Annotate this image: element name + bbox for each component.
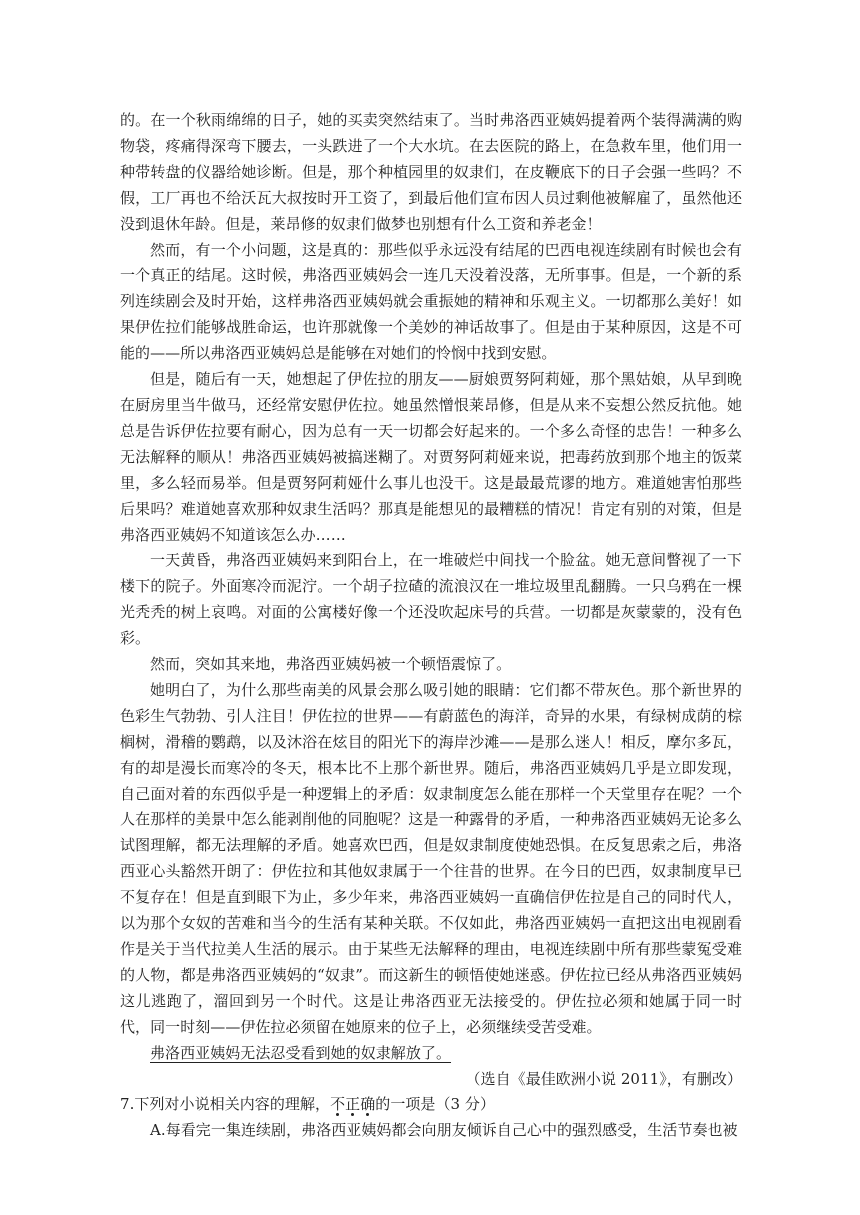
paragraph: 的。在一个秋雨绵绵的日子，她的买卖突然结束了。当时弗洛西亚姨妈提着两个装得满满的购物袋，疼痛得深弯下腰去，一头跌进了一个大水坑。在去医院的路上，在急救车里，他们用一种带转盘的仪器给她诊断。但是，那个种植园里的奴隶们，在皮鞭底下的日子会强一些吗？不假，工厂再也不给沃瓦大叔按时开工资了，到最后他们宣布因人员过剩他被解雇了，虽然他还没到退休年龄。但是，莱昂修的奴隶们做梦也别想有什么工资和养老金！ bbox=[120, 111, 742, 233]
emphasis-char: 确 bbox=[360, 1095, 376, 1114]
source-citation: （选自《最佳欧洲小说 2011》，有删改） bbox=[465, 1069, 742, 1088]
paragraph: 一天黄昏，弗洛西亚姨妈来到阳台上，在一堆破烂中间找一个脸盆。她无意间瞥视了一下楼下的院子。外面寒冷而泥泞。一个胡子拉碴的流浪汉在一堆垃圾里乱翻腾。一只乌鸦在一棵光秃秃的树上哀鸣。对面的公寓楼好像一个还没吹起床号的兵营。一切都是灰蒙蒙的，没有色彩。 bbox=[120, 551, 742, 648]
paragraph: 然而，有一个小问题，这是真的：那些似乎永远没有结尾的巴西电视连续剧有时候也会有一个真正的结尾。这时候，弗洛西亚姨妈会一连几天没着没落，无所事事。但是，一个新的系列连续剧会及时开始，这样弗洛西亚姨妈就会重振她的精神和乐观主义。一切都那么美好！如果伊佐拉们能够战胜命运，也许那就像一个美妙的神话故事了。但是由于某种原因，这是不可能的——所以弗洛西亚姨妈总是能够在对她们的怜悯中找到安慰。 bbox=[120, 240, 742, 363]
underlined-sentence-paragraph bbox=[120, 1041, 742, 1067]
document-page bbox=[120, 108, 742, 1144]
emphasis-char: 正 bbox=[345, 1095, 361, 1114]
question-7 bbox=[120, 1092, 742, 1118]
paragraph: 然而，突如其来地，弗洛西亚姨妈被一个顿悟震惊了。 bbox=[150, 655, 512, 674]
paragraph: 但是，随后有一天，她想起了伊佐拉的朋友——厨娘贾努阿莉娅，那个黑姑娘，从早到晚在厨房里当牛做马，还经常安慰伊佐拉。她虽然憎恨莱昂修，但是从来不妄想公然反抗他。她总是告诉伊佐拉要有耐心，因为总有一天一切都会好起来的。一个多么奇怪的忠告！一种多么无法解释的顺从！弗洛西亚姨妈被搞迷糊了。对贾努阿莉娅来说，把毒药放到那个地主的饭菜里，多么轻而易举。但是贾努阿莉娅什么事儿也没干。这是最最荒谬的地方。难道她害怕那些后果吗？难道她喜欢那种奴隶生活吗？那真是能想见的最糟糕的情况！肯定有别的对策，但是弗洛西亚姨妈不知道该怎么办…… bbox=[120, 370, 742, 544]
emphasis-char: 不 bbox=[330, 1095, 346, 1114]
option-a: A.每看完一集连续剧，弗洛西亚姨妈都会向朋友倾诉自己心中的强烈感受，生活节奏也被 bbox=[150, 1121, 738, 1140]
paragraph: 她明白了，为什么那些南美的风景会那么吸引她的眼睛：它们都不带灰色。那个新世界的色彩生气勃勃、引人注目！伊佐拉的世界——有蔚蓝色的海洋，奇异的水果，有绿树成荫的棕榈树，滑稽的鹦鹉，以及沐浴在炫目的阳光下的海岸沙滩——是那么迷人！相反，摩尔多瓦，有的却是漫长而寒冷的冬天，根本比不上那个新世界。随后，弗洛西亚姨妈几乎是立即发现，自己面对着的东西似乎是一种逻辑上的矛盾：奴隶制度怎么能在那样一个天堂里存在呢？一个人在那样的美景中怎么能剥削他的同胞呢？这是一种露骨的矛盾，一种弗洛西亚姨妈无论多么试图理解，都无法理解的矛盾。她喜欢巴西，但是奴隶制度使她恐惧。在反复思索之后，弗洛西亚心头豁然开朗了：伊佐拉和其他奴隶属于一个往昔的世界。在今日的巴西，奴隶制度早已不复存在！但是直到眼下为止，多少年来，弗洛西亚姨妈一直确信伊佐拉是自己的同时代人，以为那个女奴的苦难和当今的生活有某种关联。不仅如此，弗洛西亚姨妈一直把这出电视剧看作是关于当代拉美人生活的展示。由于某些无法解释的理由，电视连续剧中所有那些蒙冤受难的人物，都是弗洛西亚姨妈的“奴隶”。而这新生的顿悟使她迷惑。伊佐拉已经从弗洛西亚姨妈这儿逃跑了，溜回到另一个时代。这是让弗洛西亚无法接受的。伊佐拉必须和她属于同一时代，同一时刻——伊佐拉必须留在她原来的位子上，必须继续受苦受难。 bbox=[120, 680, 742, 1036]
question-suffix: 的一项是（3 分） bbox=[375, 1095, 496, 1114]
question-prefix: 7.下列对小说相关内容的理解， bbox=[120, 1095, 331, 1114]
underlined-sentence: 弗洛西亚姨妈无法忍受看到她的奴隶解放了。 bbox=[150, 1043, 452, 1062]
